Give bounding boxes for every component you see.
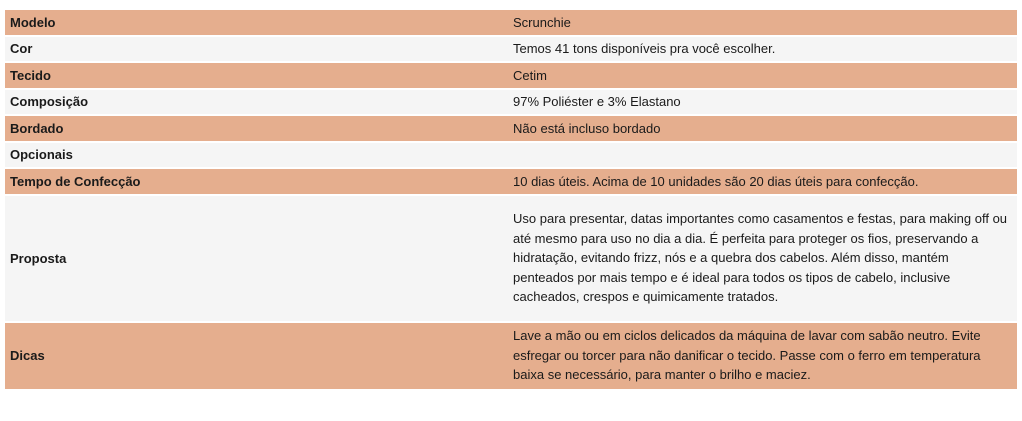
- spec-value: Temos 41 tons disponíveis pra você escolher.: [508, 37, 1017, 62]
- spec-value: [508, 143, 1017, 168]
- spec-value: 97% Poliéster e 3% Elastano: [508, 90, 1017, 115]
- spec-row-proposta: [5, 196, 1017, 321]
- spec-value: Scrunchie: [508, 10, 1017, 35]
- spec-row-cor: [5, 37, 1017, 62]
- spec-label: Tempo de Confecção: [5, 169, 508, 194]
- spec-label: Opcionais: [5, 143, 508, 168]
- spec-label: Bordado: [5, 116, 508, 141]
- spec-label: Cor: [5, 37, 508, 62]
- spec-label: Proposta: [5, 196, 508, 321]
- spec-row-composicao: [5, 90, 1017, 115]
- spec-label: Tecido: [5, 63, 508, 88]
- spec-value: Uso para presentar, datas importantes como casamentos e festas, para making off ou até mesmo para uso no dia a dia. É perfeita para proteger os fios, preservando a hidratação, evitando frizz, nós e a quebra dos cabelos. Além disso, mantém penteados por mais tempo e é ideal para todos os tipos de cabelo, inclusive cacheados, crespos e quimicamente tratados.: [508, 196, 1017, 321]
- spec-value: Cetim: [508, 63, 1017, 88]
- spec-row-opcionais: [5, 143, 1017, 168]
- spec-row-dicas: [5, 323, 1017, 389]
- spec-row-modelo: [5, 10, 1017, 35]
- product-spec-table: [5, 8, 1017, 391]
- spec-row-tecido: [5, 63, 1017, 88]
- spec-row-bordado: [5, 116, 1017, 141]
- spec-label: Modelo: [5, 10, 508, 35]
- spec-value: Não está incluso bordado: [508, 116, 1017, 141]
- spec-label: Dicas: [5, 323, 508, 389]
- spec-value: 10 dias úteis. Acima de 10 unidades são 20 dias úteis para confecção.: [508, 169, 1017, 194]
- spec-value: Lave a mão ou em ciclos delicados da máquina de lavar com sabão neutro. Evite esfregar ou torcer para não danificar o tecido. Passe com o ferro em temperatura baixa se necessário, para manter o brilho e maciez.: [508, 323, 1017, 389]
- spec-label: Composição: [5, 90, 508, 115]
- spec-row-tempo-de-confeccao: [5, 169, 1017, 194]
